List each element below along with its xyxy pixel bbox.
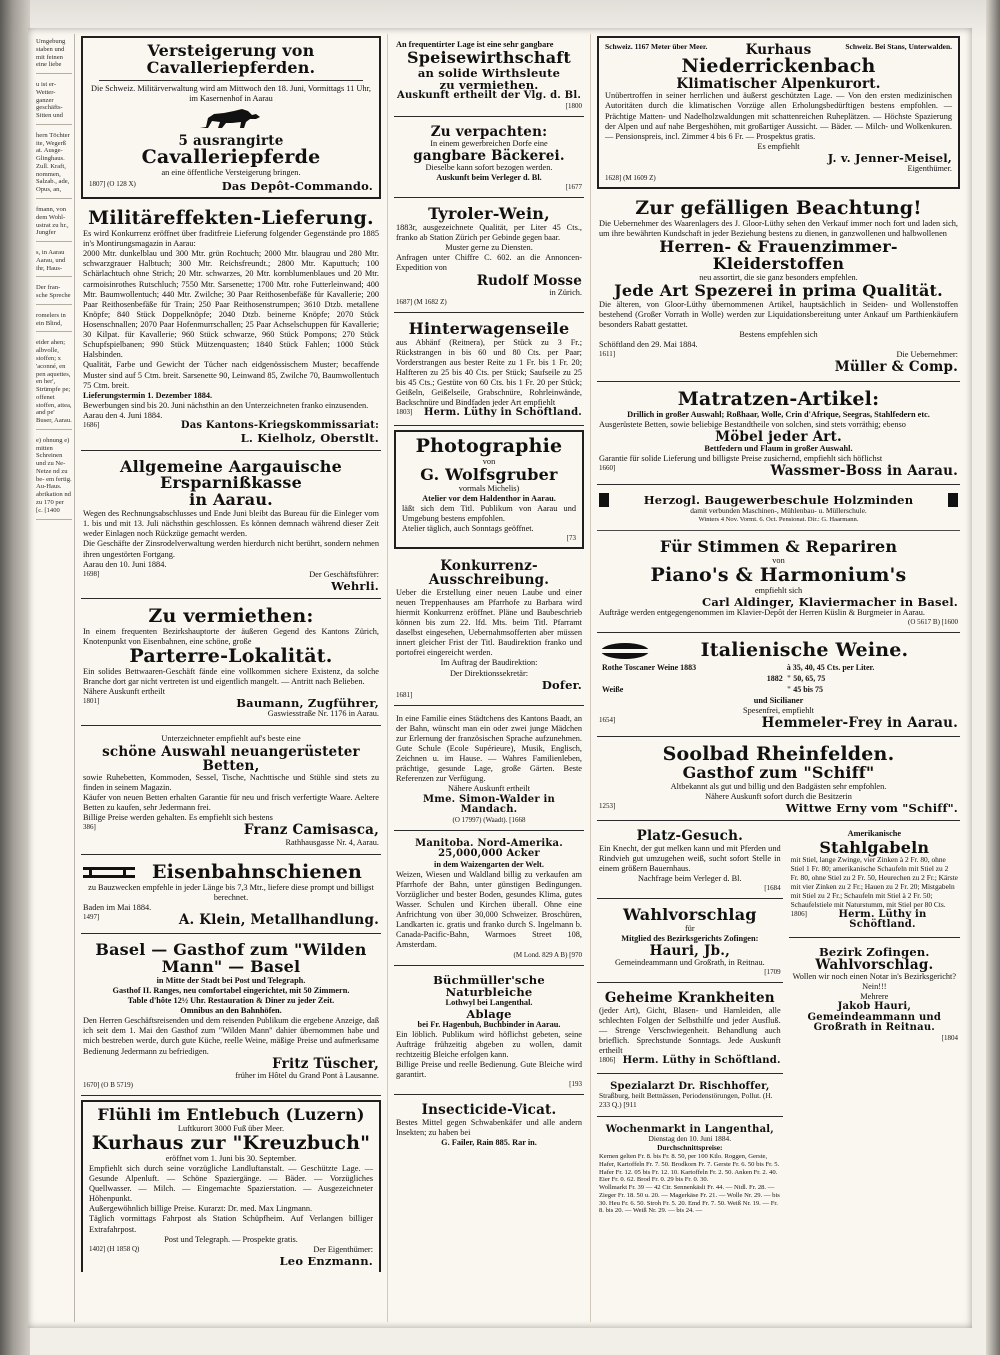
gutter-fragment: hern Töchter ite, Wegerß at. Ausge- Glinghaus. Zull. Kraft, nommen, Salzab., ade, Opus, an, [36,132,72,199]
ad-title: schöne Auswahl neuangerüsteter Betten, [102,743,360,774]
ad-harness-ropes [394,317,584,426]
ad-rheinfelden-spa [597,741,960,821]
ad-bakery-lease [394,121,584,199]
ad-signature-name: Leo Enzmann. [279,1253,373,1268]
ad-line-2: Spesenfrei, empfiehlt [743,706,814,716]
ad-body-2: Die Geschäfte der Zinsrodelverwaltung werden hierdurch nicht berührt, sondern nehmen ihren ungestörten Fortgang. [83,539,379,559]
ad-body: Weizen, Wiesen und Waldland billig zu verkaufen am Pfarrhofe der Bahn, unter günstigen Bedingungen. Vorzüglicher und bester Boden, gesundes Klima, gutes Wasser. Schulen und Kirchen überall. Ohne eine Anfrichtung von über 30,000 Schweizer. Broschüren, Landkarten ic. gratis und franko durch S. Ingelmann b. Canada-Pacific-Bahn, Warmoes Street 108, Amsterdam. [396,869,582,950]
ad-line-3: Auskunft beim Verleger d. Bl. [436,173,542,183]
ad-reference: 386] [83,823,96,832]
ad-quality-note: Qualität, Farbe und Gewicht der Tücher nach eidgenössischem Muster; becaffende Muster sind auf 5 Ctm. breit. Sarsenette 90, Leinwand 85, Zwilche 70, Baumwollentuch 75 Ctm. breit. [83,360,379,390]
ad-signature-name: Mme. Simon-Walder in Mandach. [423,793,555,816]
ad-reference: 1628] (M 1609 Z) [605,174,656,183]
ad-signature-name: G. Failer, Rain 885. Rar in. [441,1137,537,1147]
ad-line-2: Es empfiehlt [757,141,800,151]
ad-line-3: bei Fr. Hagenbuh, Buchbinder in Aarau. [417,1019,561,1029]
ad-body: Ein Knecht, der gut melken kann und mit Pferden und Rindvieh gut umzugehen weiß, sucht sofort Stelle in einem größern Bauernhaus. [599,843,781,873]
ad-title: Amerikanische [847,829,902,839]
gutter-fragment: Der fran- sche Spreche [36,284,72,305]
ad-line-1: in dem Waizengarten der Welt. [434,859,544,869]
ad-signature-name: Franz Camisasca, [243,822,379,839]
ad-reference: 1698] [83,569,100,578]
ad-body: Wollen wir noch einen Notar in's Bezirksgericht? Nein!!! [792,971,957,991]
ad-title: Wochenmarkt in Langenthal, [605,1123,774,1135]
ad-line-1: und Sicilianer [753,696,804,706]
ad-item-list: 2000 Mtr. dunkelblau und 300 Mtr. grün Rochtuch; 2000 Mtr. blaugrau und 280 Mtr. schwarzgrauer Halbtuch; 300 Mtr. Reichsfreundt.; 2800 Mtr. Kaputtuch; 100 Schärlachtuch ohne Strich; 20 Mtr. schwarzes, 20 Mtr. kornblumenblaues und 20 Mtr. carmoisinrothes Rutschluch; 7550 Mtr. Sarsenette; 1700 Mtr. rohe Futterleinwand; 400 Mtr. Baumwollentuch; 440 Mtr. Zwilche; 30 Paar Reithosenbefäße für Kavallerie; 200 Paar Reithosenbefäße für Train; 250 Paar Reithosenstrumpen; 3610 Dtzb. metallene Knöpfe; 840 Stück Doppelknöpfe; 2040 Dtzb. beinerne Knöpfe; 2070 Stück Hosenschnallen; 2070 Paar Hofenmurrschallen; 25 Paar Achselschuppen für Kavallerie; 30 Kilpat. für Kavallerie; 960 Stück schwarze, 960 Stück Pompons; 270 Stück Schupfspielbanen; 990 Stück Mützenquasten; 1840 Stück Fahlen; 1000 Stück Halsbinden. [83,249,379,360]
ad-signature-name: Carl Aldinger, Klaviermacher in Basel. [702,594,958,609]
ad-reference: 1611] [599,350,616,359]
ad-title: Matratzen-Artikel: [677,387,880,410]
ad-fluehli-kurhaus [81,1100,381,1272]
ad-body-3: Käufer von neuen Betten erhalten Garantie für neu und frisch verfertigte Waare. Aeltere Betten zu kaufen, sehr Jedermann frei. [83,793,379,813]
ad-line-3: Möbel jeder Art. [715,428,842,445]
ad-railway-rails [81,859,381,934]
ad-body: Unübertroffen in seiner herrlichen und äußerst geschützten Lage. — Von den ersten medizinischen Autoritäten durch die klimatischen Vorzüge allen Erholungsbedürftigen bestens empfohlen. — Prächtige Matten- und Nadelholzwaldungen mit schattenreichen Ruheplätzen. — Höchste Spazierung der Alpen und auf nahe Bergeshöhen, mit großartiger Aussicht. — Bäder. — Milch- und Wolkenkuren. — Pensionspreis, incl. Zimmer 4 bis 6 Fr. — Prospektus gratis. [605,91,952,141]
ad-weekly-market-langenthal [597,1121,783,1221]
ad-title: Herzogl. Baugewerbeschule Holzminden [643,493,914,508]
ad-title: Zu vermiethen: [148,604,314,627]
ad-line-4: Ein löblich. Publikum wird höflichst gebeten, seine Aufträge frühzeitig abgeben zu wollen, damit rechtzeitig Bleiche erfolgen kann. [396,1029,582,1060]
ad-signature-role: Mehrere [860,992,889,1002]
ad-title: Manitoba. Nord-Amerika. 25,000,000 Acker [415,837,563,860]
ad-line-2: Dieselbe kann sofort bezogen werden. [425,162,553,172]
ad-reference: [193 [569,1080,582,1089]
ad-body: Ueber die Erstellung einer neuen Laube und einer neuen Treppenhauses am Pfarrhofe zu Barbara wird hiermit Konkurrenz eröffnet. Pläne und Baubeschrieb können bis zum 22. lfd. Mts. beim Titl. Pfarramt daselbst eingesehen, Uebernahmsofferten aber müssen innert gleicher Frist der Titl. Baudirektion franko und portofrei eingereicht werden. [396,587,582,658]
ad-line-2: Nähere Auskunft sofort durch die Besitzerin [705,792,852,802]
column-grid [34,34,966,1322]
ad-title: Tyroler-Wein, [428,204,550,224]
cut-off-left-column [34,34,75,1322]
ad-body-4: Billige Preise werden gehalten. Es empfiehlt sich bestens [83,813,273,823]
ad-signature-role: Die Uebernehmer: [896,350,958,360]
ad-reference: [1684 [764,884,781,893]
ad-body: Die Schweiz. Militärverwaltung wird am Mittwoch den 18. Juni, Vormittags 11 Uhr, im Kasernenhof in Aarau [91,83,371,103]
ad-candidate-role: Gemeindeammann und Großrath, in Reitnau. [614,958,765,968]
ad-line-1: empfiehlt sich [754,585,803,595]
gutter-fragment: s, in Aarau Aarau, und ihr, Haus- [36,249,72,277]
ad-body: zu Bauzwecken empfehle in jeder Länge bis 7,3 Mtr., liefere diese prompt und billigst berechnet. [88,882,374,902]
kurhaus-left-info: Schweiz. 1167 Meter über Meer. [605,42,708,51]
ad-signature: Das Depôt-Commando. [221,179,373,194]
ad-line-4: Atelier täglich, auch Sonntags geöffnet. [402,524,534,534]
ad-reference: 1801] [83,697,100,706]
ad-line-2: Ablage [466,1006,512,1021]
ad-body: Den Herren Geschäftsreisenden und dem reisenden Publikum die ergebene Anzeige, daß ich seit dem 1. Mai den Gasthof zum "Wilden Mann" dahier übernommen habe und mich bestreben werde, durch gute Küche, reelle Weine, mäßige Preise und aufmerksame Bedienung Jedermann zu befriedigen. [83,1016,379,1056]
ad-signature-name: Hemmeler-Frey in Aarau. [761,715,958,732]
wine-label: 1882 [766,674,783,684]
ad-signature-name: Rudolf Mosse [476,272,582,289]
ornament-bar-left [599,493,609,507]
ad-reference: 1806] [599,1056,616,1065]
gutter-fragment: fmann, von dem Wohl- ustrat zu hr., Jungfer [36,206,72,242]
ad-line-3: Auskunft ertheilt der Vlg. d. Bl. [396,90,582,102]
ad-reference: (O 5617 B) [1600 [908,618,958,627]
ad-signature-name: Dofer. [541,677,582,692]
ad-line-2: Empfiehlt sich durch seine vorzügliche Landluftanstalt. — Geschützte Lage. — Gesunde Alpenluft. — Schöne Spaziergänge. — Bäder. — Vorzügliches Quellwasser. — Milch. — Eingemachte Spazierstation. — Ausgezeichneter Höhenpunkt. [89,1163,373,1204]
ad-line-1: neu assortirt, die sie ganz besonders empfehlen. [699,272,858,282]
ad-signature-role: Eigenthümer. [907,164,952,173]
ad-body: mit Stiel, lange Zwinge, vier Zinken à 2 Fr. 80, ohne Stiel 1 Fr. 80; amerikanische Schaufeln mit Stiel zu 2 Fr. 80, ohne Stiel zu 2 Fr. 50, Heurechen zu 2 Fr.; Kärste mit vier Zinken zu 2 Fr.; Hauen zu 2 Fr. 20; Mistgabeln mit Stiel zu 2 Fr.; Schaufeln mit Stiel à 2 Fr. 50; Schaufelstiele mit Naturstumm, mit Stiel per 80 Cts. [790,855,958,909]
ad-highlight-count: 5 ausrangirte [178,132,284,149]
ad-reference: 1497] [83,913,100,922]
ad-body-3: Nähere Auskunft ertheilt [83,687,166,697]
ad-line-5: Post und Telegraph. — Prospekte gratis. [164,1234,298,1244]
ad-line-1: vormals Michelis) [458,483,520,493]
ad-intro: An frequentirter Lage ist eine sehr gangbare [396,40,554,49]
ad-line-5: Garantie für solide Lieferung und billigste Preise zusichernd, empfiehlt sich höflichst [599,454,883,464]
ad-title: Basel — Gasthof zum "Wilden Mann" — Basel [95,940,367,976]
ad-highlight: Stahlgabeln [819,837,930,857]
ad-signature-role: Der Eigenthümer: [313,1244,373,1254]
wine-label: Rothe Toscaner Weine 1883 [602,663,697,673]
ad-italian-wines [597,637,960,737]
ad-line-1: Nachfrage beim Verleger d. Bl. [638,873,742,883]
wine-price-table [599,661,958,696]
gutter-fragment: u ist er- Wetter- ganzer geschäfts- Sitten und [36,81,72,125]
ad-reference: [1677 [565,183,582,192]
ad-title-2: Kurhaus zur "Kreuzbuch" [91,1131,371,1154]
ad-job-wanted-farmhand [597,825,783,899]
ad-for-rent-premises [81,603,381,727]
ad-title: Allgemeine Aargauische Ersparnißkasse [120,456,342,493]
ad-signature-name: Wassmer-Boss in Aarau. [770,463,958,480]
ad-signature-name: Jakob Hauri, Gemeindeammann und Großrath in Reitnau. [807,1001,942,1034]
rail-icon [83,864,135,882]
ad-tyrolean-wine [394,202,584,313]
ad-von-label: von [482,456,496,466]
ad-signature-name: L. Kielholz, Oberstlt. [240,430,379,445]
barrel-icon [599,641,651,661]
kurhaus-right-info: Schweiz. Bei Stans, Unterwalden. [845,42,952,51]
market-prices-grain: Kernen gelten Fr. 8. bis Fr. 8. 50, per 100 Kilo. Roggen, Gerste, Hafer, Kartoffeln Fr. 7. 50. Brodkorn Fr. 7. Gerste Fr. 6. 50 bis Fr. 5. Hafer Fr. 12. 05 bis Fr. 12. 10. Kartoffeln Fr. 2. 50. Anken Fr. 2. 40. Eier Fr. 0. 62. Brod Fr. 0. 29 bis Fr. 0. 30. [599,1153,780,1184]
kurhaus-label: Kurhaus [745,42,812,58]
ad-signature-office: Das Kantons-Kriegskommissariat: [180,420,379,432]
ad-title: Bezirk Zofingen. [819,944,930,959]
ad-title: Für Stimmen & Repariren [659,536,898,556]
ad-title: Speisewirthschaft [407,48,571,68]
ad-signature-name: Herm. Lüthy in Schöftland. [423,407,582,419]
ad-piano-tuning [597,535,960,633]
ad-signature-name: J. v. Jenner-Meisel, [827,150,952,165]
wine-price: " 50, 65, 75 [786,674,826,684]
ad-line-3: Außergewöhnlich billige Preise. Kurarzt: Dr. med. Max Lingmann. [89,1204,313,1214]
ad-election-proposal-notary [789,942,960,1048]
table-row [601,674,956,683]
ad-secret-diseases [597,987,783,1073]
ad-line-1: Lothwyl bei Langenthal. [445,997,533,1007]
column-2 [388,34,591,1322]
ad-reference: [1709 [764,968,781,977]
ad-reference: 1654] [599,716,616,725]
ad-line-4: Omnibus an den Bahnhöfen. [180,1006,282,1016]
ad-place-date: Aarau den 10. Juni 1884. [83,559,167,569]
ad-place-date: Baden im Mai 1884. [83,902,152,912]
ad-line-3: läßt sich dem Titl. Publikum von Aarau und Umgebung bestens empfohlen. [402,503,576,524]
ad-subtitle: Luftkurort 3000 Fuß über Meer. [177,1123,285,1133]
ad-reference: 1253] [599,802,616,811]
ad-title-2: Wahlvorschlag. [815,956,934,973]
newspaper-sheet [28,28,972,1328]
ad-place-date: Aarau den 4. Juni 1884. [83,411,163,420]
gutter-fragment: romelers in ein Blind, [36,312,72,333]
ad-signature-name: Wittwe Erny vom "Schiff". [785,801,958,816]
ad-manitoba-land [394,835,584,966]
ad-reference: (M Lond. 829 A B) [970 [513,950,582,959]
ad-reference: 1686] [83,421,100,430]
ad-military-effects-supply [81,205,381,451]
ad-subtitle: Klimatischer Alpenkurort. [676,76,881,93]
ad-body: In eine Familie eines Städtchens des Kantons Baadt, an der Bahn, wünscht man ein oder zwei junge Mädchen zur Erlernung der französischen Sprache aufzunehmen. Gute Schule (Ecole Supérieure), Musik, Englisch, Zeichnen u. im Hause. — Wahres Familienleben, prächtige, gesunde Lage, große Gärten. Beste Referenzen zur Verfügung. [396,713,582,784]
ad-place-date: Schöftland den 29. Mai 1884. [599,340,698,350]
ad-clothing-stock-takeover [597,195,960,381]
ad-body: Es wird Konkurrenz eröffnet über fraditfreie Lieferung folgender Gegenstände pro 1885 in's Montirungsmagazin in Aarau: [83,229,379,249]
ad-line-3: Anfragen unter Chiffre C. 602. an die Annoncen-Expedition von [396,253,582,273]
ad-line-1: Nähere Auskunft ertheilt [447,784,531,794]
ad-body-2: sowie Ruhebetten, Kommoden, Sessel, Tische, Nachttische und Stühle sind stets zu finden in seinem Magazin. [83,772,379,793]
ad-title: Zu verpachten: [430,123,548,140]
ad-signature-name: Herm. Lüthy in Schöftland. [838,908,927,931]
ad-line-1: damit verbunden Maschinen-, Mühlenbau- u. Müllerschule. [690,506,867,516]
ad-body: Bestes Mittel gegen Schwabenkäfer und alle andern Insekten; zu haben bei [396,1117,582,1137]
ad-line-1: Altbekannt als gut und billig und den Badgästen sehr empfohlen. [670,782,887,792]
ad-specialist-doctor [597,1078,783,1117]
ad-title: Militäreffekten-Lieferung. [88,207,374,230]
ad-kurhaus-niederrickenbach [597,36,960,189]
ad-signature-note: früher im Hôtel du Grand Pont à Lausanne. [235,1070,379,1080]
market-prices-other: Wollmarkt Fr. 39 — 42 Ctr. Sennenkäsli Fr. 44. — Nidl. Fr. 28. — Zieger Fr. 18. 50 u. 20. — Magerkäse Fr. 21. — Wolle Nr. 29. — bis 30. Heu Fr. 6. 50. Stroh Fr. 5. 20. Emd Fr. 7. 50. Weiß Nr. 19. — Fr. 8. bis 20. — Weiß Nr. 29. — bis 24. — [599,1184,780,1215]
ad-line-5: Billige Preise und reelle Bedienung. Gute Bleiche wird garantirt. [396,1060,582,1080]
ad-building-trade-school [597,489,960,531]
ad-body: (jeder Art), Gicht, Blasen- und Harnleiden, alle schlechten Folgen der Selbsthilfe und jeder Ausfluß. — Strenge Verschwiegenheit. Behandlung auch brieflich. Sprechstunde Sonntags. Jede Auskunft ertheilt [599,1005,781,1055]
ad-reference: 1670] (O B 5719) [83,1080,133,1089]
wine-price: à 35, 40, 45 Cts. per Liter. [786,663,875,673]
ad-natural-bleachery [394,970,584,1096]
page-edge-left [0,0,30,1355]
ad-signature-name: Baumann, Zugführer, [236,696,379,711]
ad-photography-studio [394,430,584,549]
wine-label: Weiße [602,685,624,695]
ad-title: Hinterwagenseile [408,318,570,338]
ad-line-1: Drillich in großer Auswahl; Roßhaar, Wolle, Crin d'Afrique, Seegras, Stahlfedern etc. [627,409,930,419]
ad-reference: 1660] [599,464,616,473]
ad-delivery-term-detail: Bewerbungen sind bis 20. Juni nächsthin an den Unterzeichneten franko einzusenden. [83,400,369,410]
ad-american-steel-forks [789,825,960,937]
ad-title: Niederrickenbach [681,55,876,78]
ad-signature-name: Müller & Comp. [834,359,958,376]
ad-reference: 1402] (H 1858 Q) [89,1244,140,1253]
ad-line-2: Bestens empfehlen sich [739,330,818,340]
ad-line-2: Atelier vor dem Haldenthor in Aarau. [422,493,556,503]
ad-line-2: Mitglied des Bezirksgerichts Zofingen: [621,934,759,943]
ad-title: Soolbad Rheinfelden. [662,743,895,766]
ad-line-1: in Mitte der Stadt bei Post und Telegraph. [156,975,306,985]
ad-signature-name: A. Klein, Metallhandlung. [178,912,379,929]
ad-signature-order: Im Auftrag der Baudirektion: [440,658,538,668]
ad-highlight: Parterre-Lokalität. [129,645,333,668]
ad-reference: 1803] [396,408,413,417]
column-3 [591,34,966,1322]
ad-headline-2: Jede Art Spezerei in prima Qualität. [614,280,943,300]
ad-candidate-name: Hauri, Jb., [649,943,731,960]
ad-title: Spezialarzt Dr. Rischhoffer, [610,1080,770,1092]
ad-title: Platz-Gesuch. [636,828,744,845]
ad-title: Flühli im Entlebuch (Luzern) [97,1104,365,1124]
ad-election-proposal-zofingen [597,903,783,983]
ad-title: Konkurrenz-Ausschreibung. [428,558,550,589]
ad-body: aus Abhänf (Reitnera), per Stück zu 3 Fr.; Rückstrangen in bis 60 und 80 Cts. per Paar; Vorderstrangen aus bester Reite zu 1 Fr. bis 1 Fr. 20; Halfteren zu 25 bis 40 Cts. per Stück; Saufseile zu 25 bis 45 Cts.; Gestüte von 60 Cts. bis 1 Fr. 20 per Stück; Geißeln, Geißelseile, Grabschnüre, Rohrleinwände, Backschnüre und Bindfaden jeder Art empfiehlt [396,337,582,408]
ad-reference: 1807] (O 128 X) [89,180,136,189]
ad-title: Insecticide-Vicat. [421,1102,557,1119]
ad-von-label: von [772,555,785,565]
gutter-fragment: eider ahen; albvolle, stoffen; x 'aconné, en pen aquettes, en her', Strümpfe pe; offenet stoffen, attea, and pe' Buser, Aarau. [36,339,72,429]
horse-icon [196,106,266,132]
ad-signature-role: Der Geschäftsführer: [309,569,379,579]
ad-title: Büchmüller'sche Naturbleiche [433,972,545,999]
table-row [601,663,956,672]
wine-price: " 45 bis 75 [786,685,823,695]
ad-headline-1: Herren- & Frauenzimmer-Kleiderstoffen [659,237,898,274]
ad-title: Geheime Krankheiten [604,990,775,1007]
ad-line-1: In einem gewerbreichen Dorfe eine [430,138,548,148]
ad-line-1: 1883r, ausgezeichnete Qualität, per Liter 45 Cts., franko ab Station Zürich per Gebinde gegen baar. [396,223,582,243]
ad-line-2: Ausgerüstete Betten, sowie beliebige Bestandtheile von solchen, sind stets vorräthig; ebenso [599,419,906,429]
ad-line-2: Winters 4 Nov. Vormt. 6. Oct. Pensionat. Dir.: G. Haarmann. [698,516,859,524]
ad-body: Wegen des Rechnungsabschlusses und Ende Juni bleibt das Bureau für die Einleger vom 1. bis und mit 13. Juli nächsthin geschlossen. Es können demnach während dieser Zeit weder Einlagen noch Rückzüge gemacht werden. [83,509,379,539]
ad-body: Straßburg, heilt Bettnässen, Periodenstörungen, Pollut. (H. 233 Q.) [911 [599,1091,773,1109]
ad-highlight: gangbare Bäckerei. [413,147,565,164]
table-row [601,685,956,694]
page-edge-right [986,0,1000,1355]
ad-signature-name: Herm. Lüthy in Schöftland. [622,1055,781,1067]
ad-line-2: zu vermiethen. [439,77,539,92]
ad-beds-furniture [81,730,381,854]
ad-title: Zur gefälligen Beachtung! [635,197,922,220]
ad-reference: 1806] [790,909,807,918]
ad-title: Wahlvorschlag [622,905,757,925]
ad-body: In einem frequenten Bezirkshauptorte der äußeren Gegend des Kantons Zürich, Knotenpunkt von Eisenbahnen, eine schöne, große [83,626,379,646]
ad-signature-name: Fritz Tüscher, [272,1055,379,1072]
ad-reference: [1804 [941,1033,958,1042]
ad-mattress-articles [597,386,960,486]
ad-signature-role: Der Direktionssekretär: [449,668,529,678]
ad-reference: [1800 [565,101,582,110]
ad-title: Photographie [415,434,563,457]
ad-title: Eisenbahnschienen [151,860,363,883]
ad-line-2: Aufträge werden entgegengenommen im Klavier-Depôt der Herren Küslin & Burgmeier in Aarau. [599,607,925,617]
ad-line-1: für [684,923,695,933]
ad-savings-bank [81,455,381,599]
ad-reference: [73 [566,534,576,543]
ad-line-2: Muster gerne zu Diensten. [445,243,533,253]
ad-title-2: Gasthof zum "Schiff" [682,763,875,783]
ad-line-2: Gasthof II. Ranges, neu comfortabel eingerichtet, mit 50 Zimmern. [112,985,350,995]
ad-signature-address: Rathhausgasse Nr. 4, Aarau. [285,837,379,847]
column-1 [75,34,388,1322]
ad-line-3: Table d'hôte 12½ Uhr. Restauration & Diner zu jeder Zeit. [127,996,335,1006]
ad-reference: 1687] (M 1682 Z) [396,297,447,306]
ad-body-2: Die älteren, von Gloor-Lüthy übernommenen Artikel, hauptsächlich in Seiden- und Wollenstoffen bestehend (Großer Vorrath in Wolle) werden zur Liquidationsbereitung unter Ankauf um Parthienkäufern besonders Rabatt gestattet. [599,299,958,329]
ad-cavalry-horse-auction [81,36,381,199]
ad-intro: Unterzeichneter empfiehlt auf's beste eine [161,734,301,744]
ad-title-2: Piano's & Harmonium's [650,563,907,586]
ad-girls-boarding-family [394,710,584,831]
gutter-fragment: e) ohnung e) mitten Schreinen und zu Ne-Netze nd zu be- em fertig. Au-Haus. abrikation nd zu 170 per [c. [1400 [36,437,72,520]
ad-tail: an eine öffentliche Versteigerung bringen. [161,167,301,177]
ad-reference: (O 17997) (Waadt). [1668 [452,815,526,824]
ad-title: Italienische Weine. [700,639,909,662]
ad-hotel-wilder-mann [81,938,381,1096]
ad-signature-name: Wehrli. [331,578,379,593]
ad-line-1: eröffnet vom 1. Juni bis 30. September. [165,1153,297,1163]
ad-body: Die Uebernehmer des Waarenlagers des J. Gloor-Lüthy sehen den Verkauf immer noch fort und laden sich, um ihre bewährten Kundschaft in jeder Beziehung bestens zu dienen, in ganzwollenen und halbwollenen [599,219,958,239]
ad-body-2: Ein solides Bettwaaren-Geschäft fände eine vollkommen sichere Existenz, da solche Branche dort gar nicht vertreten ist und eigentlich mangelt. — Antritt nach Belieben. [83,666,379,687]
ornament-bar-right [948,493,958,507]
ad-signature-place: in Zürich. [549,287,582,297]
ad-signature-address: Gaswiesstraße Nr. 1176 in Aarau. [267,709,379,719]
gutter-fragment: Umgebung staben und mit feinen eine liebe [36,38,72,74]
ad-restaurant-to-let [394,36,584,117]
ad-building-tender [394,555,584,705]
ad-subtitle: in Aarau. [189,490,273,510]
ad-line-4: Bettfedern und Flaum in großer Auswahl. [704,443,853,453]
ad-reference: 1681] [396,690,413,699]
ad-delivery-term: Lieferungstermin 1. Dezember 1884. [83,390,213,400]
ad-photographer-name: G. Wolfsgruber [420,464,558,484]
ad-line-2: Durchschnittspreise: [657,1143,723,1153]
ad-line-1: an solide Wirthsleute [417,65,561,80]
ad-highlight-title: Cavalleriepferde [141,145,321,168]
ad-line-4: Täglich vormittags Fahrpost als Station Schüpfheim. Auf Verlangen billiger Extrafahrpost. [89,1214,373,1234]
ad-line-1: Dienstag den 10. Juni 1884. [648,1134,732,1144]
ad-title: Versteigerung von Cavalleriepferden. [146,41,316,77]
ad-insecticide [394,1099,584,1154]
